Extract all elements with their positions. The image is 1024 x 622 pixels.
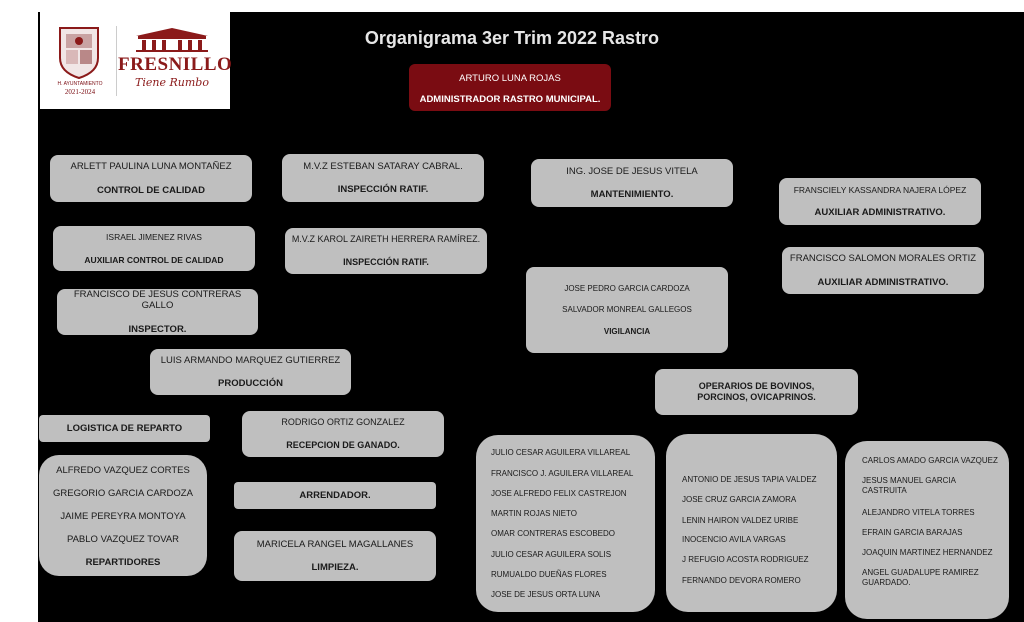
- repartidor-name-1: ALFREDO VAZQUEZ CORTES: [56, 465, 190, 476]
- director-box: [409, 64, 611, 111]
- aux-admin-name-2: FRANCISCO SALOMON MORALES ORTIZ: [789, 253, 977, 265]
- operario-2-3: LENIN HAIRON VALDEZ URIBE: [682, 516, 799, 525]
- inspeccion-ratif-name-1: M.V.Z ESTEBAN SATARAY CABRAL.: [303, 160, 463, 172]
- inspeccion-ratif-box-1: [282, 154, 484, 202]
- operario-3-3: ALEJANDRO VITELA TORRES: [862, 508, 975, 517]
- operario-2-6: FERNANDO DEVORA ROMERO: [682, 576, 801, 585]
- operario-2-2: JOSE CRUZ GARCIA ZAMORA: [682, 495, 797, 504]
- inspeccion-ratif-name-2: M.V.Z KAROL ZAIRETH HERRERA RAMÍREZ.: [291, 234, 481, 245]
- recepcion-box: [242, 411, 444, 457]
- aux-control-calidad-name: ISRAEL JIMENEZ RIVAS: [106, 232, 202, 243]
- repartidores-role: REPARTIDORES: [85, 557, 161, 568]
- logistica-box: [39, 415, 210, 442]
- operario-1-4: MARTIN ROJAS NIETO: [491, 509, 577, 518]
- aux-admin-box-2: [782, 247, 984, 294]
- operario-3-4: EFRAIN GARCIA BARAJAS: [862, 528, 963, 537]
- inspeccion-ratif-box-2: [285, 228, 487, 274]
- operarios-list-3: [845, 441, 1009, 619]
- operarios-list-1: [476, 435, 655, 612]
- inspector-role: INSPECTOR.: [128, 323, 187, 335]
- aux-control-calidad-role: AUXILIAR CONTROL DE CALIDAD: [84, 254, 224, 265]
- operario-1-6: JULIO CESAR AGUILERA SOLIS: [491, 550, 612, 559]
- seal-line-2: 2021-2024: [64, 88, 96, 96]
- repartidor-name-4: PABLO VAZQUEZ TOVAR: [66, 534, 180, 545]
- fresnillo-logo: [40, 12, 233, 109]
- operario-1-1: JULIO CESAR AGUILERA VILLAREAL: [491, 448, 631, 457]
- operario-1-8: JOSE DE JESUS ORTA LUNA: [491, 590, 601, 599]
- limpieza-role: LIMPIEZA.: [311, 562, 359, 573]
- operarios-list-2: [666, 434, 837, 612]
- aux-control-calidad-box: [53, 226, 255, 271]
- logo-brand: FRESNILLO: [118, 54, 233, 75]
- inspector-name: FRANCISCO DE JESUS CONTRERAS GALLO: [73, 288, 242, 312]
- operario-1-7: RUMUALDO DUEÑAS FLORES: [491, 570, 607, 579]
- vigilancia-name-1: JOSE PEDRO GARCIA CARDOZA: [564, 283, 690, 293]
- inspector-box: [57, 289, 258, 335]
- operario-2-1: ANTONIO DE JESUS TAPIA VALDEZ: [682, 475, 817, 484]
- mantenimiento-role: MANTENIMIENTO.: [590, 189, 674, 200]
- aux-admin-role-2: AUXILIAR ADMINISTRATIVO.: [817, 276, 949, 288]
- operario-3-5: JOAQUIN MARTINEZ HERNANDEZ: [862, 548, 993, 557]
- operarios-header-label: OPERARIOS DE BOVINOS, PORCINOS, OVICAPRINOS.: [697, 381, 816, 402]
- mantenimiento-name: ING. JOSE DE JESUS VITELA: [566, 165, 698, 177]
- produccion-box: [150, 349, 351, 395]
- aux-admin-role-1: AUXILIAR ADMINISTRATIVO.: [814, 206, 946, 218]
- produccion-name: LUIS ARMANDO MARQUEZ GUTIERREZ: [160, 354, 341, 366]
- inspeccion-ratif-role-2: INSPECCIÓN RATIF.: [343, 257, 429, 267]
- inspeccion-ratif-role-1: INSPECCIÓN RATIF.: [337, 184, 429, 195]
- vigilancia-role: VIGILANCIA: [603, 326, 651, 336]
- limpieza-name: MARICELA RANGEL MAGALLANES: [256, 538, 414, 550]
- repartidor-name-3: JAIME PEREYRA MONTOYA: [60, 511, 186, 522]
- chart-title: Organigrama 3er Trim 2022 Rastro: [364, 28, 660, 48]
- operario-3-2: JESUS MANUEL GARCIA CASTRUITA: [862, 476, 956, 496]
- arrendador-label: ARRENDADOR.: [299, 489, 371, 501]
- director-name: ARTURO LUNA ROJAS: [459, 73, 561, 84]
- operario-3-6: ANGEL GUADALUPE RAMIREZ GUARDADO.: [862, 568, 979, 588]
- control-calidad-box: [50, 155, 252, 202]
- aux-admin-box-1: [779, 178, 981, 225]
- logistica-label: LOGISTICA DE REPARTO: [66, 422, 183, 434]
- recepcion-name: RODRIGO ORTIZ GONZALEZ: [281, 417, 405, 428]
- operario-2-5: J REFUGIO ACOSTA RODRIGUEZ: [682, 555, 809, 564]
- vigilancia-box: [526, 267, 728, 353]
- operario-1-3: JOSE ALFREDO FELIX CASTREJON: [491, 489, 627, 498]
- operarios-header-box: [655, 369, 858, 415]
- control-calidad-name: ARLETT PAULINA LUNA MONTAÑEZ: [70, 161, 232, 173]
- mantenimiento-box: [531, 159, 733, 207]
- arrendador-box: [234, 482, 436, 509]
- produccion-role: PRODUCCIÓN: [218, 378, 283, 389]
- operario-1-5: OMAR CONTRERAS ESCOBEDO: [491, 529, 616, 538]
- repartidores-box: [39, 455, 207, 576]
- recepcion-role: RECEPCION DE GANADO.: [286, 440, 400, 450]
- vigilancia-name-2: SALVADOR MONREAL GALLEGOS: [562, 305, 692, 315]
- repartidor-name-2: GREGORIO GARCIA CARDOZA: [53, 488, 193, 499]
- operario-2-4: INOCENCIO AVILA VARGAS: [682, 535, 786, 544]
- logo-slogan: Tiene Rumbo: [135, 76, 209, 89]
- limpieza-box: [234, 531, 436, 581]
- aux-admin-name-1: FRANSCIELY KASSANDRA NAJERA LÓPEZ: [793, 184, 967, 195]
- operario-3-1: CARLOS AMADO GARCIA VAZQUEZ: [862, 456, 998, 465]
- operario-1-2: FRANCISCO J. AGUILERA VILLAREAL: [491, 469, 634, 478]
- seal-line-1: H. AYUNTAMIENTO: [57, 81, 103, 87]
- director-role: ADMINISTRADOR RASTRO MUNICIPAL.: [419, 94, 601, 105]
- control-calidad-role: CONTROL DE CALIDAD: [96, 184, 206, 196]
